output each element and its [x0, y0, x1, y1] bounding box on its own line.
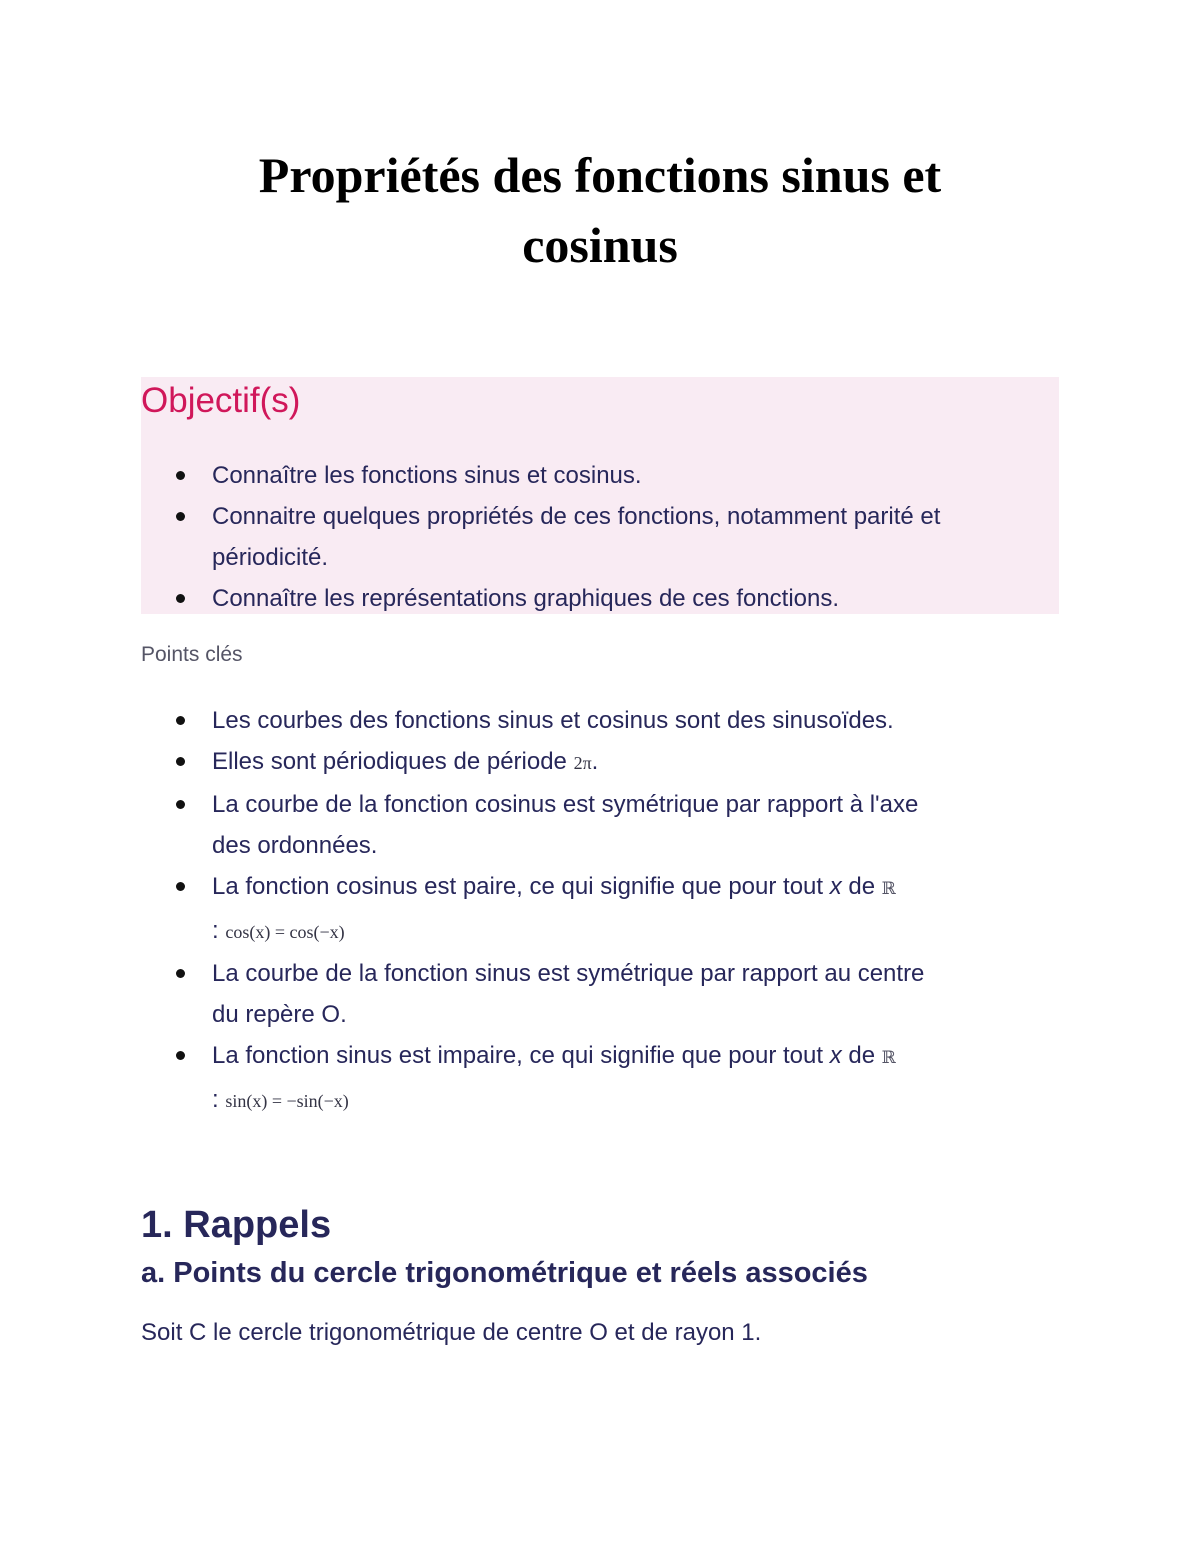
list-item [0, 700, 1062, 741]
sine-parity-formula: sin(x) = −sin(−x) [225, 1091, 349, 1111]
bullet-icon [176, 716, 185, 725]
list-item-text: Connaitre quelques propriétés de ces fonctions, notamment parité et [212, 503, 941, 530]
list-item [0, 578, 1062, 619]
objectives-list [0, 455, 1062, 619]
section-title: 1. Rappels [141, 1204, 332, 1246]
bullet-icon [176, 471, 185, 480]
page-title-line-1: Propriétés des fonctions sinus et [258, 147, 942, 203]
list-item [0, 1035, 1062, 1122]
page-title-line-2: cosinus [522, 217, 678, 273]
list-item-text: Elles sont périodiques de période [212, 748, 574, 775]
bullet-icon [176, 757, 185, 766]
bullet-icon [176, 512, 185, 521]
list-item-text: La fonction sinus est impaire, ce qui signifie que pour tout [212, 1042, 830, 1069]
list-item-text: de [841, 1042, 882, 1069]
variable-x: x [829, 1042, 842, 1069]
list-item-text: périodicité. [212, 544, 329, 571]
punctuation: . [591, 748, 599, 775]
list-item [0, 866, 1062, 953]
list-item-text: Connaître les représentations graphiques de ces fonctions. [212, 585, 840, 612]
list-item-text: Les courbes des fonctions sinus et cosinus sont des sinusoïdes. [212, 707, 894, 734]
key-points-label: Points clés [141, 643, 243, 666]
real-numbers-symbol: ℝ [881, 879, 896, 899]
real-numbers-symbol: ℝ [881, 1048, 896, 1068]
bullet-icon [176, 969, 185, 978]
list-item [0, 741, 1062, 784]
bullet-icon [176, 882, 185, 891]
subsection-title: a. Points du cercle trigonométrique et réels associés [141, 1257, 868, 1289]
page-title [0, 140, 1200, 280]
list-item [0, 953, 1062, 1035]
list-item [0, 784, 1062, 866]
list-item-text: de [841, 873, 882, 900]
bullet-icon [176, 594, 185, 603]
key-points-list [0, 700, 1062, 1122]
bullet-icon [176, 1051, 185, 1060]
objectives-heading: Objectif(s) [141, 381, 301, 420]
section-intro-text: Soit C le cercle trigonométrique de centre O et de rayon 1. [141, 1319, 762, 1346]
bullet-icon [176, 800, 185, 809]
colon: : [212, 917, 226, 944]
list-item-text: La courbe de la fonction cosinus est symétrique par rapport à l'axe [212, 791, 919, 818]
list-item-text: La courbe de la fonction sinus est symétrique par rapport au centre [212, 960, 925, 987]
list-item-text: La fonction cosinus est paire, ce qui signifie que pour tout [212, 873, 830, 900]
list-item [0, 455, 1062, 496]
list-item-text: des ordonnées. [212, 832, 378, 859]
list-item-text: du repère O. [212, 1001, 347, 1028]
list-item [0, 496, 1062, 578]
colon: : [212, 1086, 226, 1113]
cosine-parity-formula: cos(x) = cos(−x) [225, 922, 345, 942]
list-item-text: Connaître les fonctions sinus et cosinus. [212, 462, 642, 489]
variable-x: x [829, 873, 842, 900]
period-formula: 2π [573, 753, 592, 773]
